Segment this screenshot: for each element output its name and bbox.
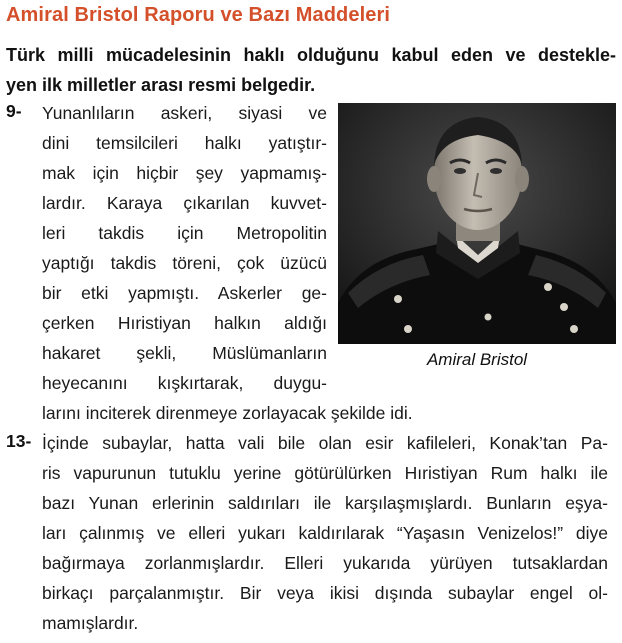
item-9-number: 9- — [6, 101, 22, 121]
item-9-text — [42, 98, 327, 398]
text-line: yaptığı takdis töreni, çok üzücü — [42, 253, 327, 273]
page-title: Amiral Bristol Raporu ve Bazı Maddeleri — [6, 4, 390, 26]
text-line: İçinde subaylar, hatta vali bile olan esir kafileleri, Konak’tan Pa- — [42, 433, 608, 453]
intro-line: Türk milli mücadelesinin haklı olduğunu kabul eden ve destekle- — [6, 45, 616, 65]
text-line: birkaçı parçalanmıştır. Bir veya ikisi dışında subaylar engel ol- — [42, 583, 608, 603]
item-13-text — [42, 428, 608, 638]
item-13-number: 13- — [6, 431, 32, 451]
text-line: çerken Hıristiyan halkın aldığı — [42, 313, 327, 333]
intro-text — [6, 40, 616, 100]
text-line: bazı Yunan erlerinin saldırıları ile karşılaşmışlardı. Bunların eşya- — [42, 493, 608, 513]
text-line: leri takdis için Metropolitin — [42, 223, 327, 243]
text-line: mak için hiçbir şey yapmamış- — [42, 163, 327, 183]
text-line: heyecanını kışkırtarak, duygu- — [42, 373, 327, 393]
admiral-bristol-portrait — [338, 103, 616, 344]
photo-caption: Amiral Bristol — [426, 350, 528, 369]
text-line: bağırmaya zorlanmışlardır. Elleri yukarıda yürüyen tutsaklardan — [42, 553, 608, 573]
text-line: ları çalınmış ve elleri yukarı kaldırılarak “Yaşasın Venizelos!” diye — [42, 523, 608, 543]
item-9-text-end — [42, 398, 602, 428]
text-line: larını inciterek direnmeye zorlayacak şekilde idi. — [42, 403, 413, 423]
text-line: Yunanlıların askeri, siyasi ve — [42, 103, 327, 123]
text-line: hakaret şekli, Müslümanların — [42, 343, 327, 363]
text-line: bir etki yapmıştı. Askerler ge- — [42, 283, 327, 303]
text-line: mamışlardır. — [42, 613, 139, 633]
text-line: lardır. Karaya çıkarılan kuvvet- — [42, 193, 327, 213]
portrait-illustration — [338, 103, 616, 344]
intro-line: yen ilk milletler arası resmi belgedir. — [6, 75, 316, 95]
text-line: ris vapurunun tutuklu yerine götürülürken Hıristiyan Rum halkı ile — [42, 463, 608, 483]
text-line: dini temsilcileri halkı yatıştır- — [42, 133, 327, 153]
